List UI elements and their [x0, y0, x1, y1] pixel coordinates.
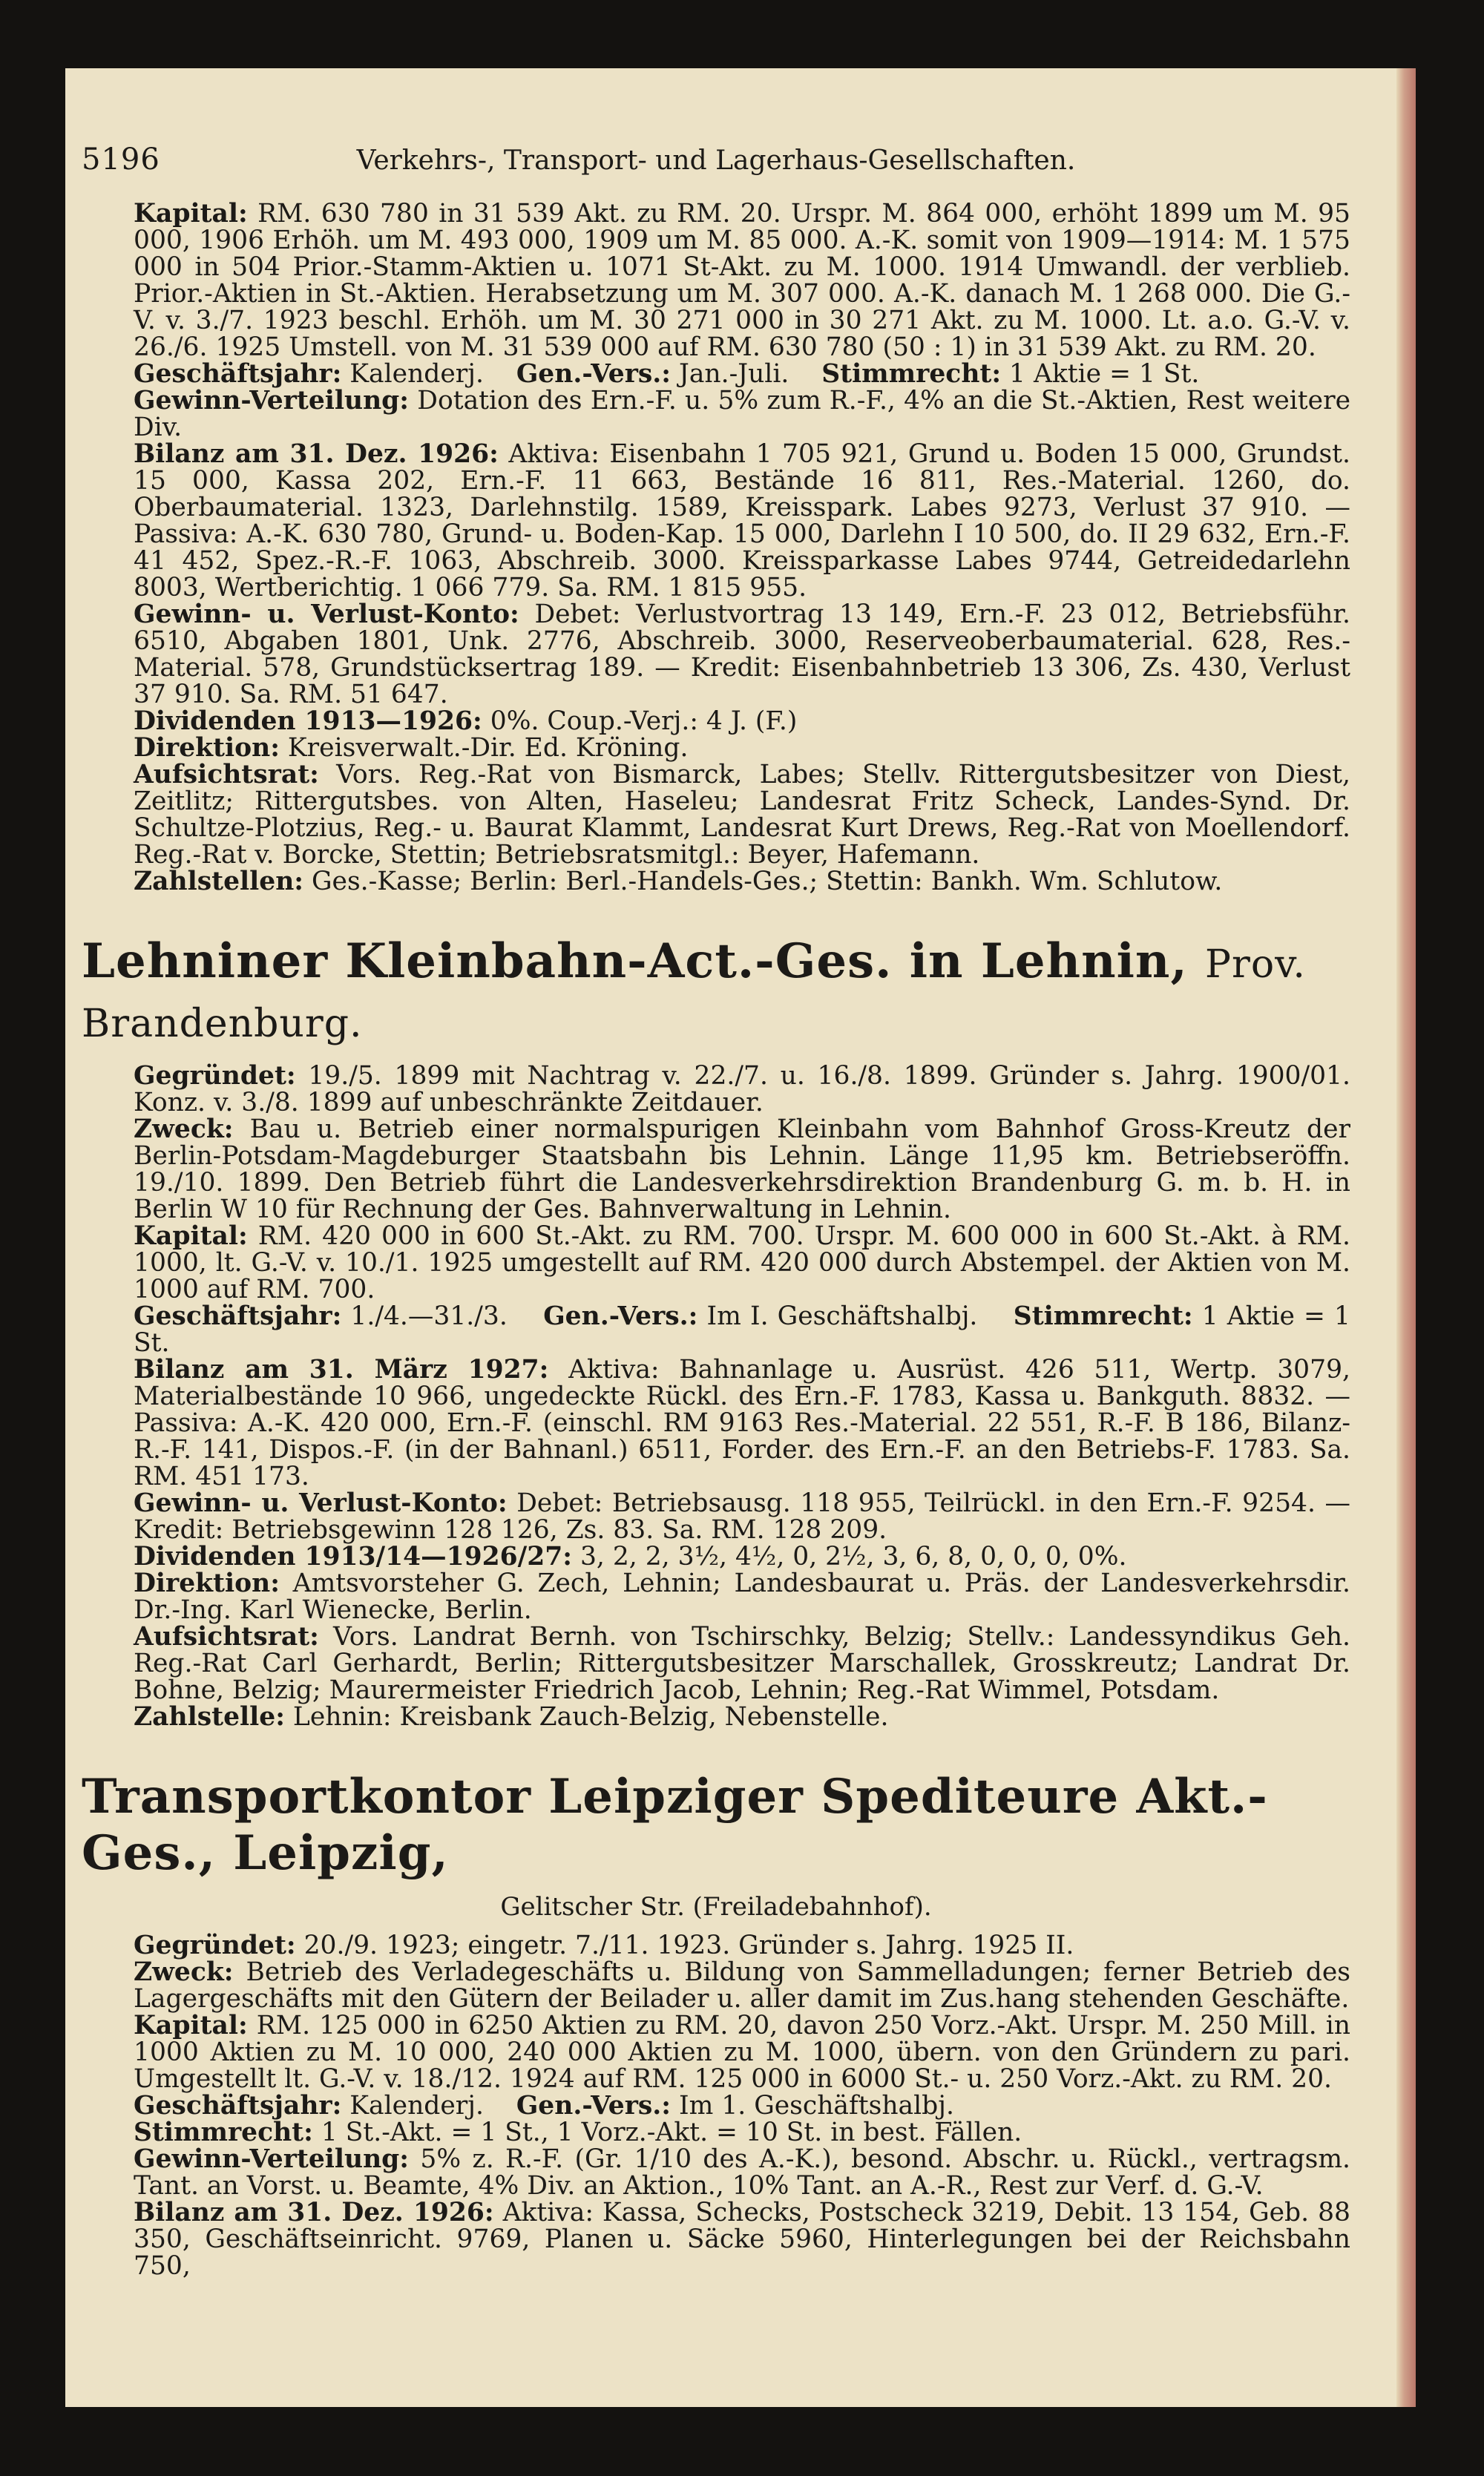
label: Geschäftsjahr: — [134, 1301, 342, 1331]
label: Dividenden 1913—1926: — [134, 706, 482, 736]
text: RM. 420 000 in 600 St.-Akt. zu RM. 700. Urspr. M. 600 000 in 600 St.-Akt. à RM. 1000, lt. G.-V. v. 10./1. 1925 umgestellt auf RM. 420 000 durch Abstempel. der Aktien von M. 1000 auf RM. 700. — [134, 1221, 1350, 1304]
company-heading: Transportkontor Leipziger Spediteure Akt.-Ges., Leipzig, — [82, 1769, 1268, 1881]
company-heading — [82, 933, 1350, 1052]
entry-transportkontor — [82, 1769, 1350, 2279]
geschaeftsjahr-paragraph — [82, 1303, 1350, 1356]
label: Kapital: — [134, 2011, 248, 2040]
text: Kreisverwalt.-Dir. Ed. Kröning. — [287, 733, 689, 763]
label: Bilanz am 31. Dez. 1926: — [134, 2198, 494, 2227]
text: Debet: Betriebsausg. 118 955, Teilrückl. in den Ern.-F. 9254. — Kredit: Betriebsgewinn 128 126, Zs. 83. Sa. RM. 128 209. — [134, 1488, 1351, 1545]
aufsichtsrat-paragraph — [82, 1623, 1350, 1704]
label: Stimmrecht: — [134, 2118, 313, 2147]
text: Bau u. Betrieb einer normalspurigen Kleinbahn vom Bahnhof Gross-Kreutz der Berlin-Potsdam-Magdeburger Staatsbahn bis Lehnin. Länge 11,95 km. Betriebseröffn. 19./10. 1899. Den Betrieb führt die Landesverkehrsdirektion Brandenburg G. m. b. H. in Berlin W 10 für Rechnung der Ges. Bahnverwaltung in Lehnin. — [134, 1114, 1350, 1224]
text: Aktiva: Kassa, Schecks, Postscheck 3219, Debit. 13 154, Geb. 88 350, Geschäftseinricht. 9769, Planen u. Säcke 5960, Hinterlegungen bei der Reichsbahn 750, — [134, 2198, 1350, 2281]
text: 5% z. R.-F. (Gr. 1/10 des A.-K.), besond. Abschr. u. Rückl., vertragsm. Tant. an Vorst. u. Beamte, 4% Div. an Aktion., 10% Tant. an A.-R., Rest zur Verf. d. G.-V. — [134, 2144, 1351, 2201]
label: Gen.-Vers.: — [516, 359, 672, 389]
label: Aufsichtsrat: — [134, 760, 319, 789]
page-edge — [1396, 68, 1416, 2407]
gewinn-verlust-paragraph — [82, 601, 1350, 708]
direktion-paragraph — [82, 735, 1350, 761]
text: 1 St.-Akt. = 1 St., 1 Vorz.-Akt. = 10 St. in best. Fällen. — [321, 2118, 1022, 2147]
text: Jan.-Juli. — [679, 359, 789, 389]
text: 0%. Coup.-Verj.: 4 J. (F.) — [490, 706, 798, 736]
geschaeftsjahr-paragraph — [82, 361, 1350, 387]
label: Dividenden 1913/14—1926/27: — [134, 1542, 572, 1572]
label: Gewinn- u. Verlust-Konto: — [134, 600, 519, 629]
text: 1./4.—31./3. — [350, 1301, 508, 1331]
text: Lehnin: Kreisbank Zauch-Belzig, Nebenstelle. — [292, 1702, 889, 1732]
label: Gen.-Vers.: — [516, 2091, 672, 2121]
label: Geschäftsjahr: — [134, 359, 342, 389]
label: Zweck: — [134, 1114, 234, 1144]
direktion-paragraph — [82, 1570, 1350, 1623]
entry-previous-company — [82, 200, 1350, 895]
text: Debet: Verlustvortrag 13 149, Ern.-F. 23 012, Betriebsführ. 6510, Abgaben 1801, Unk. 2776, Abschreib. 3000, Reserveoberbaumaterial. 628, Res.-Material. 578, Grundstücksertrag 189. — Kredit: Eisenbahnbetrieb 13 306, Zs. 430, Verlust 37 910. Sa. RM. 51 647. — [134, 600, 1350, 709]
label: Direktion: — [134, 1569, 280, 1598]
label: Geschäftsjahr: — [134, 2091, 342, 2121]
company-name: Lehniner Kleinbahn-Act.-Ges. in Lehnin, — [82, 933, 1188, 989]
label: Bilanz am 31. März 1927: — [134, 1355, 549, 1385]
gewinn-verteilung-paragraph — [82, 2146, 1350, 2199]
text: 19./5. 1899 mit Nachtrag v. 22./7. u. 16./8. 1899. Gründer s. Jahrg. 1900/01. Konz. v. 3./8. 1899 auf unbeschränkte Zeitdauer. — [134, 1061, 1350, 1117]
text: 1 Aktie = 1 St. — [1009, 359, 1200, 389]
zweck-paragraph — [82, 1116, 1350, 1223]
text: 1 Aktie = 1 St. — [134, 1301, 1350, 1358]
text: 20./9. 1923; eingetr. 7./11. 1923. Gründer s. Jahrg. 1925 II. — [303, 1931, 1074, 1960]
stimmrecht-paragraph — [82, 2119, 1350, 2146]
text: Aktiva: Eisenbahn 1 705 921, Grund u. Boden 15 000, Grundst. 15 000, Kassa 202, Ern.-F. 11 663, Bestände 16 811, Res.-Material. 1260, do. Oberbaumaterial. 1323, Darlehnstilg. 1589, Kreisspark. Labes 9273, Verlust 37 910. — Passiva: A.-K. 630 780, Grund- u. Boden-Kap. 15 000, Darlehn I 10 500, do. II 29 632, Ern.-F. 41 452, Spez.-R.-F. 1063, Abschreib. 3000. Kreissparkasse Labes 9744, Getreidedarlehn 8003, Wertberichtig. 1 066 779. Sa. RM. 1 815 955. — [134, 439, 1350, 602]
bilanz-paragraph — [82, 2199, 1350, 2279]
bilanz-paragraph — [82, 441, 1350, 601]
page-number: 5196 — [82, 142, 160, 177]
aufsichtsrat-paragraph — [82, 761, 1350, 868]
company-address: Gelitscher Str. (Freiladebahnhof). — [500, 1892, 932, 1922]
gegruendet-paragraph — [82, 1932, 1350, 1959]
label: Kapital: — [134, 199, 248, 229]
dividenden-paragraph — [82, 708, 1350, 735]
text: Aktiva: Bahnanlage u. Ausrüst. 426 511, Wertp. 3079, Materialbestände 10 966, ungedeckte Rückl. des Ern.-F. 1783, Kassa u. Bankguth. 8832. — Passiva: A.-K. 420 000, Ern.-F. (einschl. RM 9163 Res.-Material. 22 551, R.-F. B 186, Bilanz-R.-F. 141, Dispos.-F. (in der Bahnanl.) 6511, Forder. des Ern.-F. an den Betriebs-F. 1783. Sa. RM. 451 173. — [134, 1355, 1350, 1491]
text: 3, 2, 2, 3½, 4½, 0, 2½, 3, 6, 8, 0, 0, 0, 0%. — [580, 1542, 1127, 1572]
label: Stimmrecht: — [1013, 1301, 1193, 1331]
scanned-page — [65, 68, 1416, 2407]
running-title: Verkehrs-, Transport- und Lagerhaus-Gesellschaften. — [356, 145, 1076, 176]
text: Ges.-Kasse; Berlin: Berl.-Handels-Ges.; Stettin: Bankh. Wm. Schlutow. — [312, 867, 1223, 896]
bilanz-paragraph — [82, 1356, 1350, 1490]
label: Gegründet: — [134, 1931, 296, 1960]
label: Gewinn-Verteilung: — [134, 2144, 410, 2174]
kapital-paragraph — [82, 2012, 1350, 2092]
kapital-paragraph — [82, 1223, 1350, 1303]
label: Gegründet: — [134, 1061, 296, 1091]
page-header — [82, 142, 1350, 187]
label: Stimmrecht: — [821, 359, 1002, 389]
gewinn-verteilung-paragraph — [82, 387, 1350, 441]
text: Betrieb des Verladegeschäfts u. Bildung von Sammelladungen; ferner Betrieb des Lagergeschäfts mit den Gütern der Beilader u. aller damit im Zus.hang stehenden Geschäfte. — [134, 1957, 1350, 2014]
text: Im I. Geschäftshalbj. — [706, 1301, 978, 1331]
label: Gen.-Vers.: — [543, 1301, 698, 1331]
label: Zahlstelle: — [134, 1702, 285, 1732]
gewinn-verlust-paragraph — [82, 1490, 1350, 1543]
label: Zweck: — [134, 1957, 234, 1987]
text: RM. 125 000 in 6250 Aktien zu RM. 20, davon 250 Vorz.-Akt. Urspr. M. 250 Mill. in 1000 Aktien zu M. 10 000, 240 000 Aktien zu M. 1000, übern. von den Gründern zu pari. Umgestellt lt. G.-V. v. 18./12. 1924 auf RM. 125 000 in 6000 St.- u. 250 Vorz.-Akt. zu RM. 20. — [134, 2011, 1351, 2094]
text: Vors. Reg.-Rat von Bismarck, Labes; Stellv. Rittergutsbesitzer von Diest, Zeitlitz; Rittergutsbes. von Alten, Haseleu; Landesrat Fritz Scheck, Landes-Synd. Dr. Schultze-Plotzius, Reg.- u. Baurat Klammt, Landesrat Kurt Drews, Reg.-Rat von Moellendorf. Reg.-Rat v. Borcke, Stettin; Betriebsratsmitgl.: Beyer, Hafemann. — [134, 760, 1350, 870]
page-content — [82, 142, 1350, 2279]
kapital-paragraph — [82, 200, 1350, 361]
text: Dotation des Ern.-F. u. 5% zum R.-F., 4% an die St.-Aktien, Rest weitere Div. — [134, 386, 1350, 442]
dividenden-paragraph — [82, 1543, 1350, 1570]
zahlstelle-paragraph — [82, 1704, 1350, 1730]
geschaeftsjahr-paragraph — [82, 2092, 1350, 2119]
gegruendet-paragraph — [82, 1063, 1350, 1116]
label: Direktion: — [134, 733, 280, 763]
text: Kalenderj. — [349, 2091, 484, 2121]
label: Bilanz am 31. Dez. 1926: — [134, 439, 499, 469]
label: Aufsichtsrat: — [134, 1622, 319, 1652]
zahlstellen-paragraph — [82, 868, 1350, 895]
text: Im 1. Geschäftshalbj. — [679, 2091, 954, 2121]
label: Gewinn- u. Verlust-Konto: — [134, 1488, 508, 1518]
text: RM. 630 780 in 31 539 Akt. zu RM. 20. Urspr. M. 864 000, erhöht 1899 um M. 95 000, 1906 Erhöh. um M. 493 000, 1909 um M. 85 000. A.-K. somit von 1909—1914: M. 1 575 000 in 504 Prior.-Stamm-Aktien u. 1071 St-Akt. zu M. 1000. 1914 Umwandl. der verblieb. Prior.-Aktien in St.-Aktien. Herabsetzung um M. 307 000. A.-K. danach M. 1 268 000. Die G.-V. v. 3./7. 1923 beschl. Erhöh. um M. 30 271 000 in 30 271 Akt. zu M. 1000. Lt. a.o. G.-V. v. 26./6. 1925 Umstell. von M. 31 539 000 auf RM. 630 780 (50 : 1) in 31 539 Akt. zu RM. 20. — [134, 199, 1350, 362]
label: Gewinn-Verteilung: — [134, 386, 410, 416]
text: Vors. Landrat Bernh. von Tschirschky, Belzig; Stellv.: Landessyndikus Geh. Reg.-Rat Carl Gerhardt, Berlin; Rittergutsbesitzer Marschallek, Grosskreutz; Landrat Dr. Bohne, Belzig; Maurermeister Friedrich Jacob, Lehnin; Reg.-Rat Wimmel, Potsdam. — [134, 1622, 1351, 1705]
text: Kalenderj. — [349, 359, 484, 389]
company-location: Prov. Brandenburg. — [82, 942, 1306, 1046]
label: Zahlstellen: — [134, 867, 304, 896]
entry-lehniner-kleinbahn — [82, 933, 1350, 1730]
text: Amtsvorsteher G. Zech, Lehnin; Landesbaurat u. Präs. der Landesverkehrsdir. Dr.-Ing. Karl Wienecke, Berlin. — [134, 1569, 1351, 1625]
zweck-paragraph — [82, 1959, 1350, 2012]
label: Kapital: — [134, 1221, 248, 1251]
